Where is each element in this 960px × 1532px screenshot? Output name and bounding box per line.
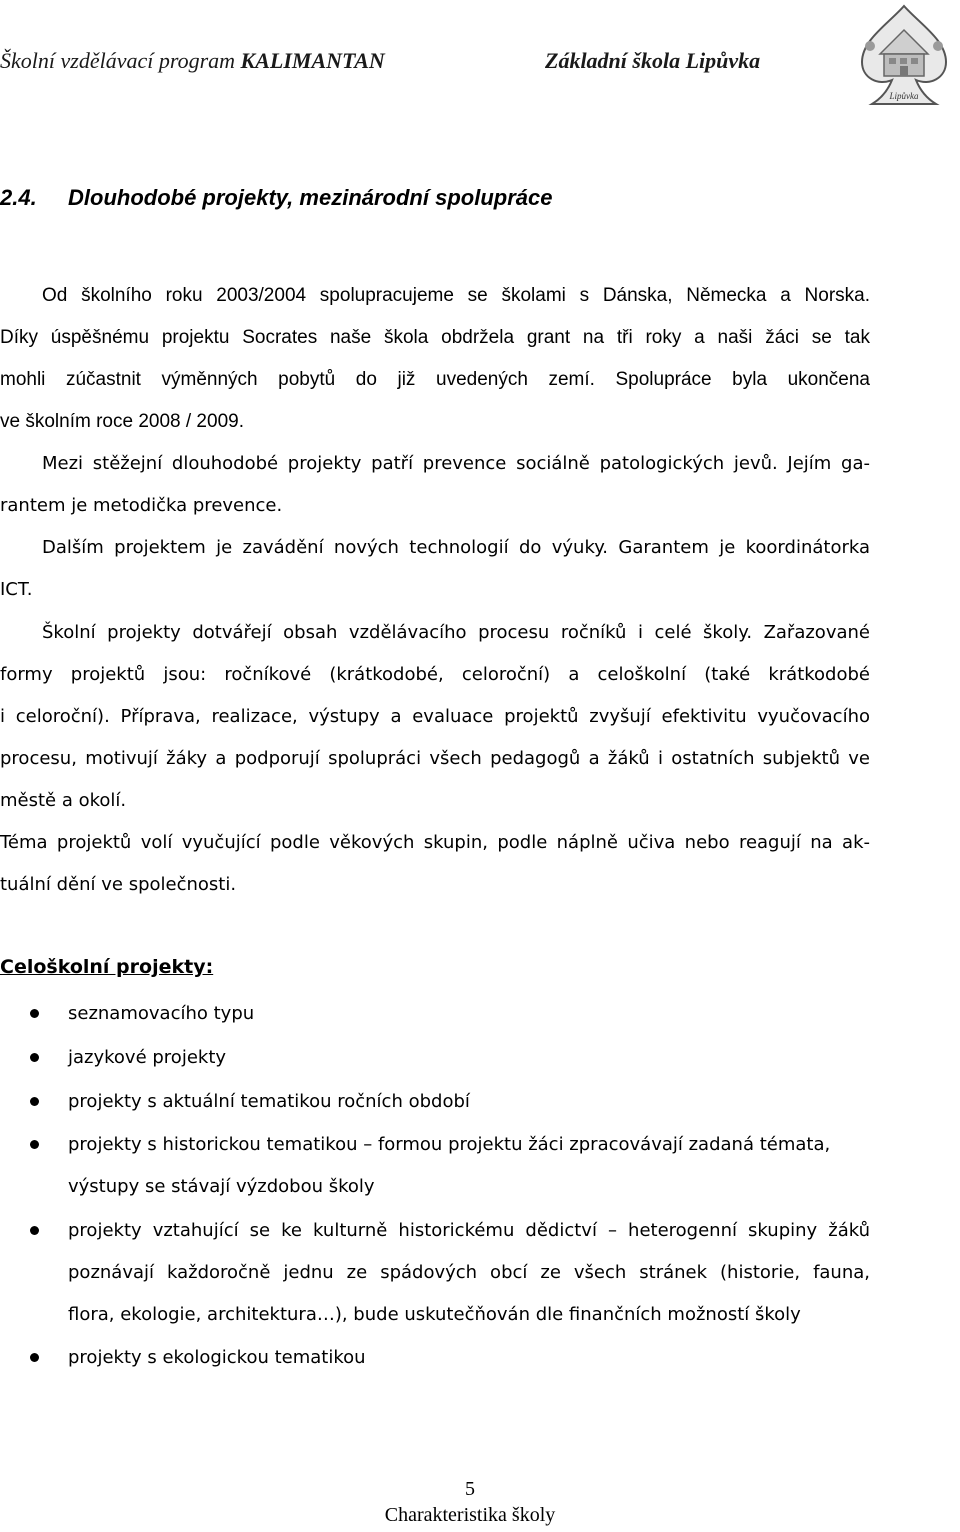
- paragraph-line: Téma projektů volí vyučující podle věkových skupin, podle náplně učiva nebo reagují na ak-: [0, 832, 870, 853]
- list-item-continuation: poznávají každoročně jednu ze spádových obcí ze všech stránek (historie, fauna,: [68, 1262, 870, 1283]
- list-item-continuation: výstupy se stávají výzdobou školy: [68, 1176, 375, 1197]
- bullet-icon: [30, 1097, 39, 1106]
- list-item: seznamovacího typu: [68, 1003, 255, 1024]
- school-logo: [858, 2, 950, 110]
- paragraph-line: ve školním roce 2008 / 2009.: [0, 411, 244, 432]
- section-number: 2.4.: [0, 185, 37, 210]
- header-school-name: Základní škola Lipůvka: [545, 48, 761, 73]
- header-program-title: [0, 48, 385, 74]
- paragraph-line: procesu, motivují žáky a podporují spolupráci všech pedagogů a žáků i ostatních subjektů ve: [0, 748, 870, 769]
- logo-text: Lipůvka: [889, 91, 919, 101]
- paragraph-line: Dalším projektem je zavádění nových technologií do výuky. Garantem je koordinátorka: [42, 537, 870, 558]
- list-item: projekty s ekologickou tematikou: [68, 1347, 366, 1368]
- list-item: projekty vztahující se ke kulturně historickému dědictví – heterogenní skupiny žáků: [68, 1220, 870, 1241]
- list-item-continuation: flora, ekologie, architektura…), bude uskutečňován dle finančních možností školy: [68, 1304, 801, 1325]
- bullet-icon: [30, 1140, 39, 1149]
- paragraph-line: Díky úspěšnému projektu Socrates naše škola obdržela grant na tři roky a naši žáci se tak: [0, 327, 870, 348]
- paragraph-line: tuální dění ve společnosti.: [0, 874, 237, 895]
- list-item: jazykové projekty: [68, 1047, 227, 1068]
- bullet-icon: [30, 1353, 39, 1362]
- section-heading: [0, 185, 552, 211]
- header-program-prefix: Školní vzdělávací program: [0, 48, 241, 73]
- paragraph-line: ICT.: [0, 579, 33, 600]
- paragraph-line: mohli zúčastnit výměnných pobytů do již uvedených zemí. Spolupráce byla ukončena: [0, 369, 870, 390]
- paragraph-line: Školní projekty dotvářejí obsah vzdělávacího procesu ročníků i celé školy. Zařazované: [42, 622, 870, 643]
- header-program-name: KALIMANTAN: [240, 48, 385, 73]
- paragraph-line: městě a okolí.: [0, 790, 127, 811]
- page-number: 5: [465, 1478, 475, 1500]
- bullet-icon: [30, 1226, 39, 1235]
- footer-title: Charakteristika školy: [384, 1504, 556, 1526]
- list-item: projekty s historickou tematikou – formou projektu žáci zpracovávají zadaná témata,: [68, 1134, 831, 1155]
- paragraph-line: formy projektů jsou: ročníkové (krátkodobé, celoroční) a celoškolní (také krátkodobé: [0, 664, 870, 685]
- paragraph-line: rantem je metodička prevence.: [0, 495, 283, 516]
- list-item: projekty s aktuální tematikou ročních období: [68, 1091, 470, 1112]
- section-title: Dlouhodobé projekty, mezinárodní spolupráce: [68, 185, 553, 210]
- paragraph-line: Mezi stěžejní dlouhodobé projekty patří prevence sociálně patologických jevů. Jejím ga-: [42, 453, 870, 474]
- bullet-icon: [30, 1009, 39, 1018]
- whole-school-projects-heading: Celoškolní projekty:: [0, 956, 214, 978]
- paragraph-line: Od školního roku 2003/2004 spolupracujeme se školami s Dánska, Německa a Norska.: [42, 285, 870, 306]
- paragraph-line: i celoroční). Příprava, realizace, výstupy a evaluace projektů zvyšují efektivitu vyučovacího: [0, 706, 870, 727]
- bullet-icon: [30, 1053, 39, 1062]
